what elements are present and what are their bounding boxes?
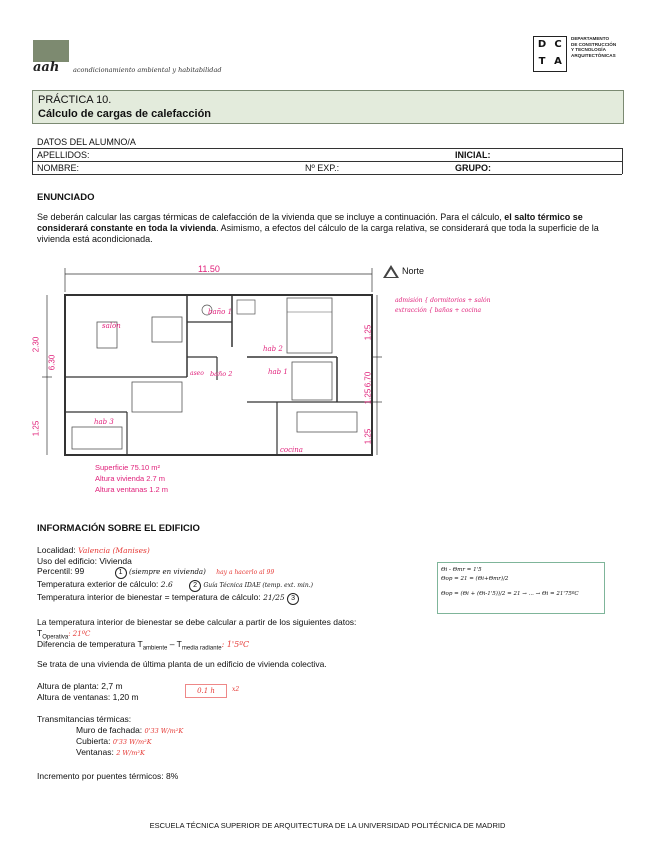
aah-logo — [33, 40, 69, 62]
title-bar — [32, 90, 624, 124]
room-label: salón — [102, 322, 121, 330]
enunciado-bold: el salto térmico se considerará constante en toda la vivienda — [37, 212, 583, 233]
dcta-text-line: ARQUITECTÓNICAS — [571, 52, 616, 58]
plan-info-line: Superficie 75.10 m² — [95, 463, 161, 472]
floor-plan — [37, 262, 382, 502]
room-label: baño 1 — [208, 308, 233, 316]
formula-line: Θop = 21 = (Θi+Θmr)/2 — [441, 576, 509, 582]
side-note-line: admisión { dormitorios + salón — [395, 297, 491, 304]
dim-left-2: 1.25 — [31, 420, 41, 437]
dim-right-1: 1.25 — [363, 324, 373, 341]
dim-inner-left: 6.30 — [47, 354, 57, 371]
formula-line: Θi - Θmr = 1'5 — [441, 567, 482, 573]
altura-planta: Altura de planta: 2,7 m — [37, 681, 123, 691]
row-line — [32, 148, 622, 149]
row-border-left — [32, 148, 33, 174]
title-line1: PRÁCTICA 10. — [38, 94, 112, 106]
uso-row: Uso del edificio: Vivienda — [37, 556, 132, 566]
para2: La temperatura interior de bienestar se debe calcular a partir de los siguientes datos: — [37, 617, 357, 627]
room-label: aseo — [190, 370, 204, 377]
enunciado-end: . Asimismo, a efectos del cálculo de la carga relativa, se considerará que toda la superficie de la vivienda está acondicionada. — [37, 223, 599, 244]
puentes: Incremento por puentes térmicos: 8% — [37, 771, 179, 781]
north-icon-inner — [386, 269, 396, 277]
dcta-letter: A — [554, 56, 562, 67]
ventanas-row: Ventanas: 2 W/m²K — [76, 747, 145, 757]
trans-heading: Transmitancias térmicas: — [37, 714, 132, 724]
row-line — [32, 174, 622, 175]
diferencia-row: Diferencia de temperatura $T_{ambiente} - T_{media radiante}$: 1'5ºC — [37, 639, 250, 652]
box-side: x2 — [232, 686, 240, 693]
dcta-letter: C — [554, 39, 562, 50]
side-note — [395, 296, 490, 316]
enunciado-p1: Se deberán calcular las cargas térmicas de calefacción de la vivienda que se incluye a continuación. Para el cálculo, — [37, 212, 505, 222]
toperativa-row: $T_{Operativa}$: 21ºC — [37, 628, 91, 641]
enunciado-heading: ENUNCIADO — [37, 192, 95, 203]
dcta-text-line: Y TECNOLOGÍA — [571, 47, 606, 53]
room-label: hab 1 — [268, 368, 288, 376]
dcta-text-line: DE CONSTRUCCIÓN — [571, 41, 617, 47]
title-line2: Cálculo de cargas de calefacción — [38, 108, 212, 120]
north-label: Norte — [402, 266, 425, 276]
muro-row: Muro de fachada: 0'33 W/m²K — [76, 725, 184, 735]
apellidos-label: APELLIDOS: — [37, 150, 90, 160]
inicial-label: INICIAL: — [455, 150, 491, 160]
formula-box — [437, 562, 605, 614]
text-row: Temperatura exterior de cálculo: 2.6 2 Guía Técnica IDAE (temp. ext. min.) — [37, 579, 437, 592]
altura-ventanas: Altura de ventanas: 1,20 m — [37, 692, 139, 702]
row-line — [32, 161, 622, 162]
cubierta-row: Cubierta: 0'33 W/m²K — [76, 736, 152, 746]
room-label: baño 2 — [210, 370, 233, 378]
info-heading: INFORMACIÓN SOBRE EL EDIFICIO — [37, 523, 200, 534]
nombre-label: NOMBRE: — [37, 163, 80, 173]
plan-info-line: Altura vivienda 2.7 m — [95, 474, 166, 483]
box-note: 0.1 h — [185, 684, 227, 698]
ultima-planta: Se trata de una vivienda de última planta de un edificio de vivienda colectiva. — [37, 659, 327, 669]
nexp-label: Nº EXP.: — [305, 163, 340, 173]
room-label: hab 3 — [94, 418, 114, 426]
row-border-right — [622, 148, 623, 174]
info-block — [37, 545, 437, 605]
enunciado-text — [37, 212, 617, 245]
dcta-text-line: DEPARTAMENTO — [571, 36, 610, 41]
tint-row: Temperatura interior de bienestar = temperatura de cálculo: 21/25 3 — [37, 592, 437, 605]
room-label: hab 2 — [263, 345, 283, 353]
formula-line: Θop = (Θi + (Θi-1'5))/2 = 21 → ... → Θi = 21'75ºC — [441, 591, 579, 597]
aah-logo-mark: aah — [33, 60, 60, 75]
dcta-letter: T — [538, 56, 546, 67]
room-label: cocina — [280, 446, 303, 454]
dim-top: 11.50 — [198, 264, 220, 274]
dcta-letter: D — [537, 39, 547, 50]
percentil-row: Percentil: 99 1 (siempre en vivienda) hay a hacerlo al 99 — [37, 566, 437, 579]
aah-tagline: acondicionamiento ambiental y habitabilidad — [73, 66, 222, 74]
student-section: DATOS DEL ALUMNO/A — [37, 137, 136, 147]
plan-info-line: Altura ventanas 1.2 m — [95, 485, 168, 494]
dcta-text — [571, 36, 616, 58]
dcta-logo — [533, 36, 567, 72]
dim-right-4: 1.25 — [363, 428, 373, 445]
side-note-line: extracción { baños + cocina — [395, 307, 482, 314]
dim-right-3: 1.25 — [363, 388, 373, 405]
dim-left-1: 2.30 — [31, 336, 41, 353]
dim-right-2: 6.70 — [363, 371, 373, 388]
plan-info — [95, 462, 168, 495]
localidad-row: Localidad: Valencia (Manises) — [37, 545, 150, 555]
grupo-label: GRUPO: — [455, 163, 491, 173]
footer: ESCUELA TÉCNICA SUPERIOR DE ARQUITECTURA DE LA UNIVERSIDAD POLITÉCNICA DE MADRID — [149, 821, 506, 830]
